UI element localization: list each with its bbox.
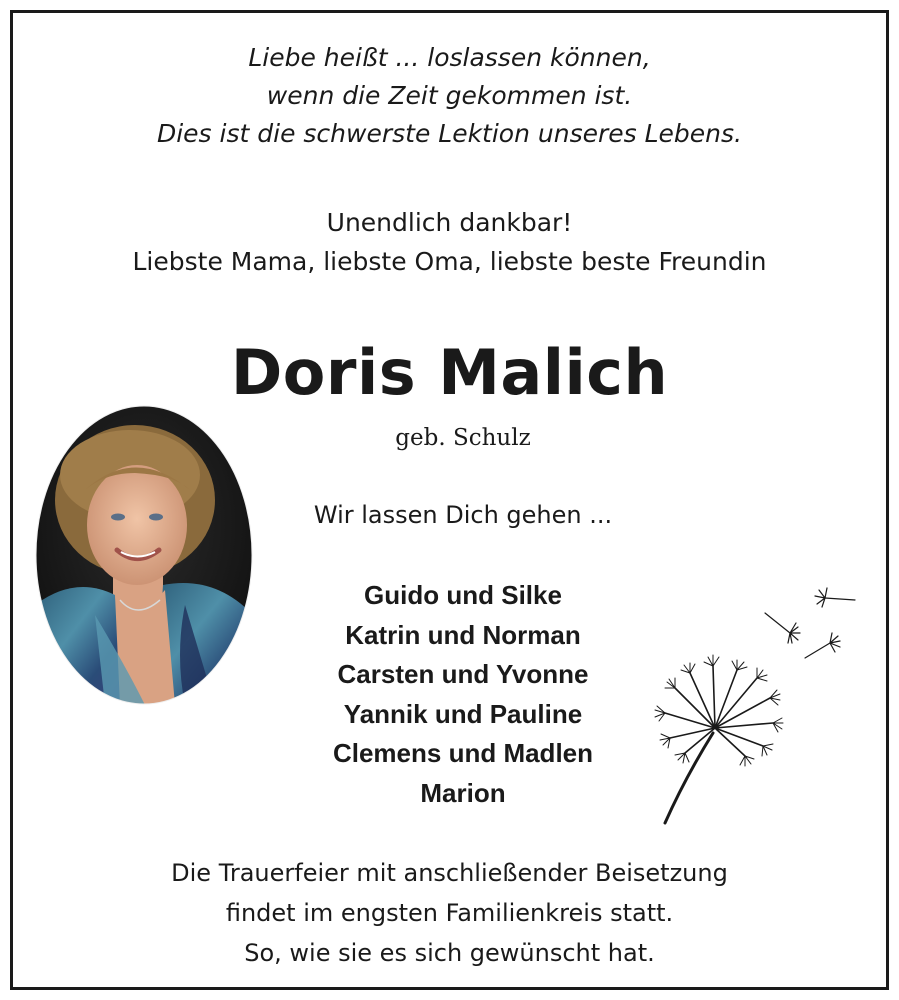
ceremony-line: findet im engsten Familienkreis statt. [225,899,674,927]
maiden-name: geb. Schulz [395,425,531,451]
quote-line: Liebe heißt ... loslassen können, [248,43,651,72]
family-list [263,576,663,813]
gratitude-line: Unendlich dankbar! [326,208,573,237]
gratitude-text [13,203,886,281]
family-member: Carsten und Yvonne [337,659,589,689]
portrait-photo [35,405,253,705]
opening-quote [13,39,886,153]
ceremony-line: So, wie sie es sich gewünscht hat. [244,939,655,967]
ceremony-line: Die Trauerfeier mit anschließender Beisetzung [171,859,728,887]
farewell-text: Wir lassen Dich gehen ... [313,501,613,529]
quote-line: wenn die Zeit gekommen ist. [266,81,633,110]
deceased-name: Doris Malich [230,336,669,409]
family-member: Marion [420,777,506,808]
family-member: Katrin und Norman [345,619,581,650]
obituary-card [10,10,889,990]
dandelion-icon [645,578,865,828]
dedication-line: Liebste Mama, liebste Oma, liebste beste Freundin [132,247,767,276]
ceremony-notice [13,853,886,973]
family-member: Guido und Silke [364,580,562,610]
family-member: Clemens und Madlen [332,738,594,768]
quote-line: Dies ist die schwerste Lektion unseres Lebens. [156,119,742,148]
family-member: Yannik und Pauline [343,698,583,729]
